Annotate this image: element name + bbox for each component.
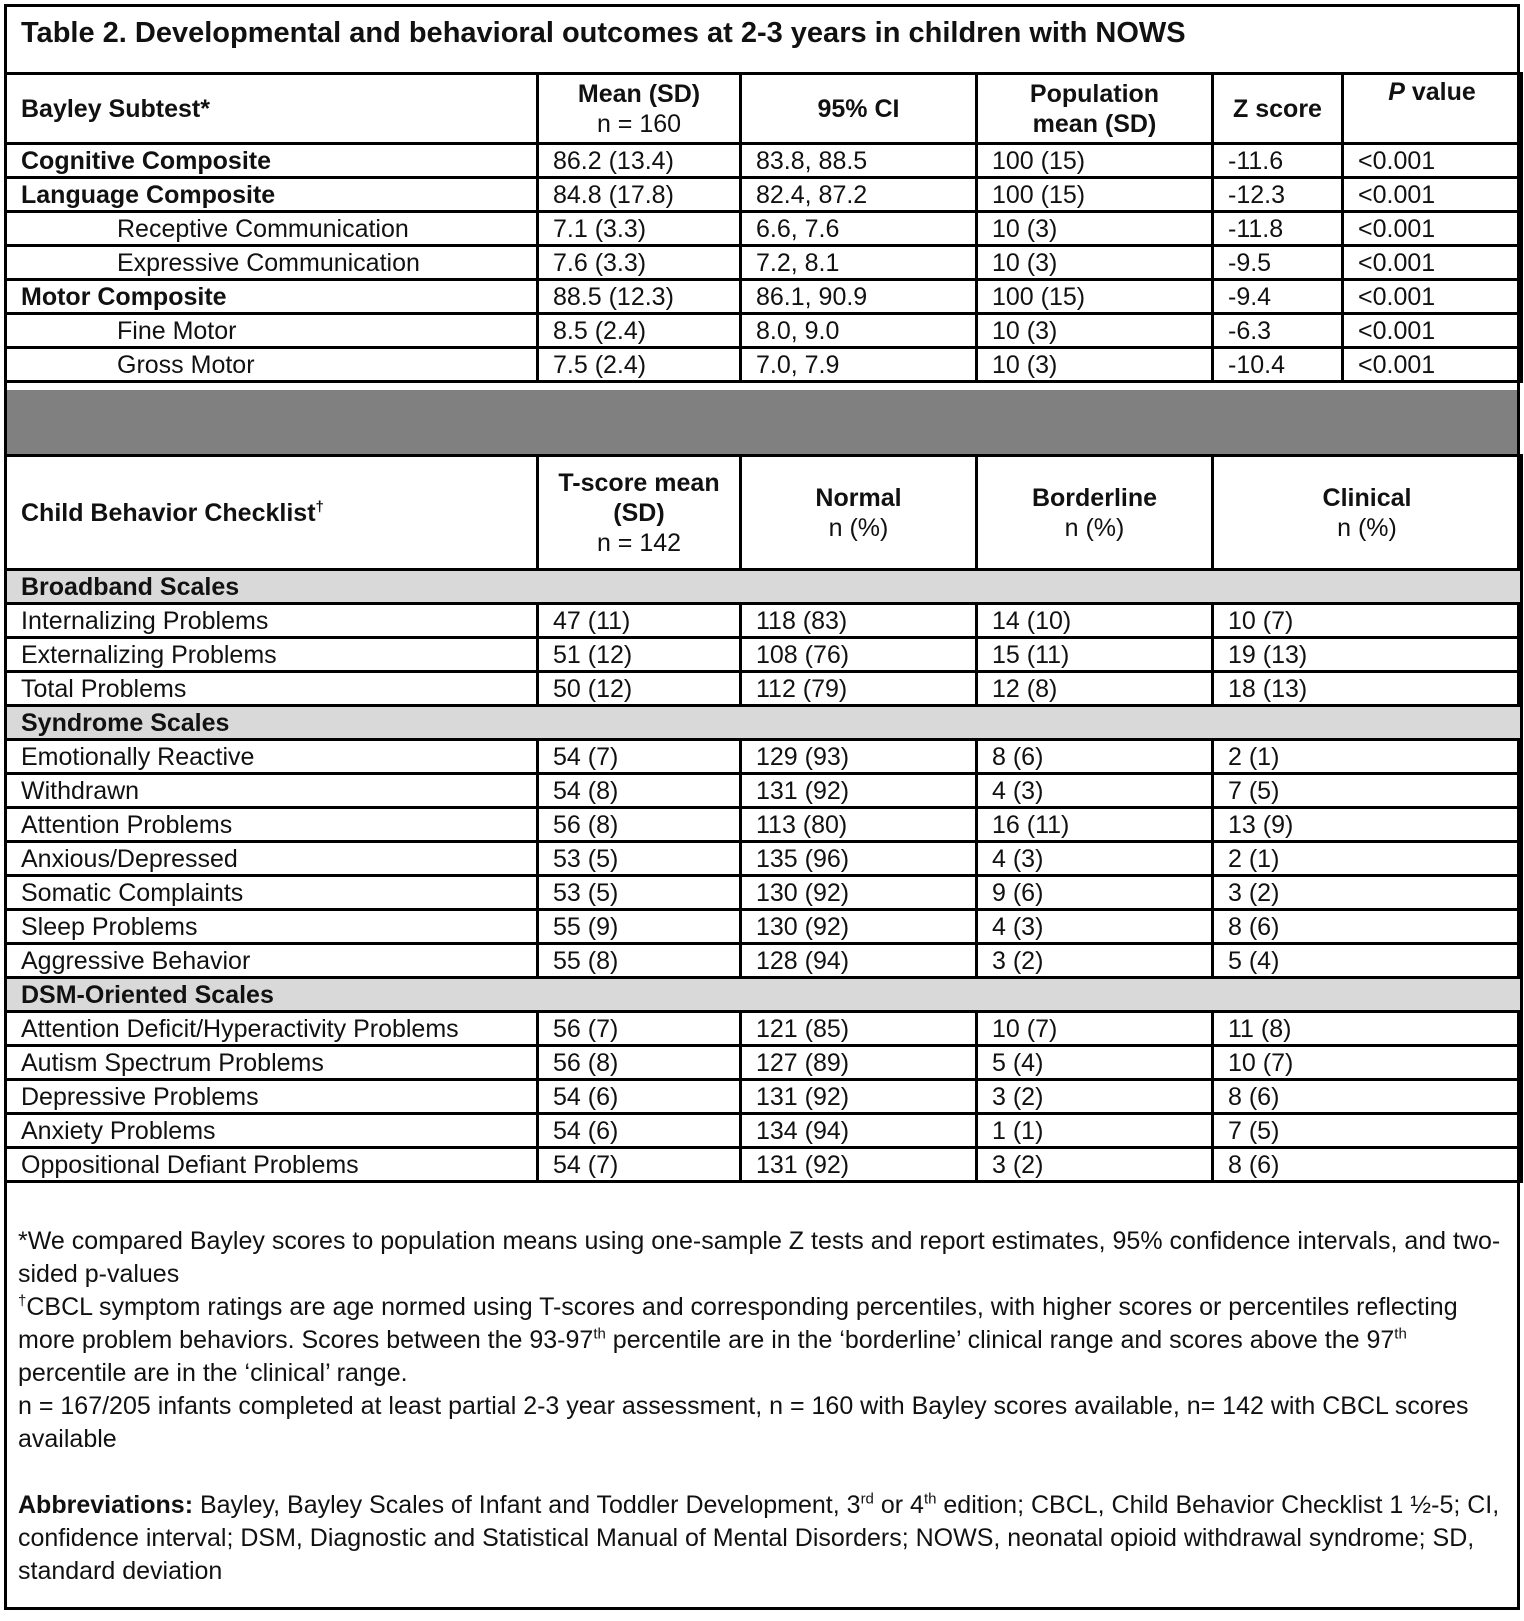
ordinal-suffix: th: [923, 1490, 937, 1508]
clinical-cell: 10 (7): [1213, 604, 1522, 638]
clinical-header: [1213, 456, 1522, 570]
normal-cell: 113 (80): [741, 808, 977, 842]
borderline-cell: 3 (2): [977, 944, 1213, 978]
p-value-cell: <0.001: [1343, 144, 1522, 178]
abbreviations-text-b: or 4: [873, 1491, 924, 1519]
z-score-cell: -9.4: [1213, 280, 1343, 314]
normal-cell: 130 (92): [741, 910, 977, 944]
abbreviations-text-a: Bayley, Bayley Scales of Infant and Toddler Development, 3: [193, 1491, 861, 1519]
clinical-cell: 11 (8): [1213, 1012, 1522, 1046]
abbreviations-footnote: [18, 1489, 1508, 1588]
row-label: Fine Motor: [6, 314, 538, 348]
normal-cell: 128 (94): [741, 944, 977, 978]
tscore-cell: 51 (12): [538, 638, 741, 672]
clinical-cell: 8 (6): [1213, 1148, 1522, 1182]
table-row: [6, 944, 1522, 978]
bayley-header-row: [6, 74, 1522, 144]
row-label: Language Composite: [6, 178, 538, 212]
population-mean-cell: 10 (3): [977, 246, 1213, 280]
table-row: [6, 178, 1522, 212]
clinical-cell: 2 (1): [1213, 842, 1522, 876]
z-score-cell: -11.6: [1213, 144, 1343, 178]
bayley-footnote: *We compared Bayley scores to population means using one-sample Z tests and report estimates, 95% confidence intervals, and two-sided p-values: [18, 1227, 1501, 1288]
bayley-subtest-header: Bayley Subtest*: [6, 74, 538, 144]
table-row: [6, 876, 1522, 910]
z-score-cell: -6.3: [1213, 314, 1343, 348]
mean-cell: 7.6 (3.3): [538, 246, 741, 280]
footnote-dagger: †: [18, 1292, 27, 1310]
borderline-header-label: Borderline: [1031, 483, 1158, 512]
table-row: [6, 774, 1522, 808]
tscore-cell: 55 (9): [538, 910, 741, 944]
tscore-header-line1: T-score mean: [558, 468, 720, 497]
section-title: Syndrome Scales: [6, 706, 1522, 740]
clinical-cell: 13 (9): [1213, 808, 1522, 842]
table-row: [6, 604, 1522, 638]
population-header-line2: mean (SD): [1032, 109, 1157, 138]
tscore-cell: 54 (8): [538, 774, 741, 808]
population-mean-cell: 10 (3): [977, 348, 1213, 382]
table-row: [6, 842, 1522, 876]
section-header-row: [6, 570, 1522, 604]
ci-cell: 7.2, 8.1: [741, 246, 977, 280]
row-label: Attention Deficit/Hyperactivity Problems: [6, 1012, 538, 1046]
population-mean-cell: 10 (3): [977, 212, 1213, 246]
row-label: Gross Motor: [6, 348, 538, 382]
table-title: Table 2. Developmental and behavioral outcomes at 2-3 years in children with NOWS: [4, 4, 1520, 75]
clinical-cell: 5 (4): [1213, 944, 1522, 978]
borderline-cell: 16 (11): [977, 808, 1213, 842]
tscore-cell: 53 (5): [538, 842, 741, 876]
ci-cell: 7.0, 7.9: [741, 348, 977, 382]
table-row: [6, 672, 1522, 706]
tscore-cell: 54 (6): [538, 1114, 741, 1148]
population-mean-cell: 10 (3): [977, 314, 1213, 348]
row-label: Attention Problems: [6, 808, 538, 842]
population-mean-cell: 100 (15): [977, 144, 1213, 178]
ci-header: 95% CI: [741, 74, 977, 144]
mean-cell: 88.5 (12.3): [538, 280, 741, 314]
abbreviations-text-c: edition; CBCL, Child Behavior Checklist 1 ½-5; CI, confidence interval; DSM, Diagnostic and Statistical Manual of Mental Disorders; NOWS, neonatal opioid withdrawal syndrome; SD, standard deviation: [18, 1491, 1500, 1585]
z-score-cell: -11.8: [1213, 212, 1343, 246]
table-row: [6, 348, 1522, 382]
clinical-cell: 10 (7): [1213, 1046, 1522, 1080]
normal-header-label: Normal: [815, 483, 902, 512]
clinical-cell: 2 (1): [1213, 740, 1522, 774]
borderline-cell: 9 (6): [977, 876, 1213, 910]
row-label: Motor Composite: [6, 280, 538, 314]
normal-cell: 127 (89): [741, 1046, 977, 1080]
abbreviations-label: Abbreviations:: [18, 1491, 194, 1519]
row-label: Expressive Communication: [6, 246, 538, 280]
row-label: Externalizing Problems: [6, 638, 538, 672]
cbcl-footnote-text-b: percentile are in the ‘borderline’ clinical range and scores above the 97: [605, 1326, 1395, 1354]
tscore-cell: 55 (8): [538, 944, 741, 978]
z-score-cell: -12.3: [1213, 178, 1343, 212]
borderline-cell: 10 (7): [977, 1012, 1213, 1046]
z-score-cell: -10.4: [1213, 348, 1343, 382]
borderline-cell: 3 (2): [977, 1080, 1213, 1114]
borderline-cell: 15 (11): [977, 638, 1213, 672]
dagger-mark: †: [315, 498, 324, 516]
clinical-header-label: Clinical: [1322, 483, 1412, 512]
population-header-line1: Population: [1029, 79, 1160, 108]
tscore-cell: 54 (7): [538, 1148, 741, 1182]
clinical-cell: 18 (13): [1213, 672, 1522, 706]
table-footnotes: [18, 1225, 1508, 1588]
mean-cell: 84.8 (17.8): [538, 178, 741, 212]
section-title: DSM-Oriented Scales: [6, 978, 1522, 1012]
borderline-cell: 14 (10): [977, 604, 1213, 638]
clinical-cell: 7 (5): [1213, 774, 1522, 808]
section-header-row: [6, 706, 1522, 740]
tscore-cell: 53 (5): [538, 876, 741, 910]
p-value-header: [1343, 74, 1522, 144]
table-row: [6, 910, 1522, 944]
row-label: Anxiety Problems: [6, 1114, 538, 1148]
borderline-cell: 5 (4): [977, 1046, 1213, 1080]
normal-cell: 112 (79): [741, 672, 977, 706]
tscore-header-line2: (SD): [613, 498, 665, 527]
row-label: Oppositional Defiant Problems: [6, 1148, 538, 1182]
mean-header-line2: n = 160: [596, 109, 682, 138]
row-label: Anxious/Depressed: [6, 842, 538, 876]
normal-cell: 130 (92): [741, 876, 977, 910]
section-divider-bar: [4, 390, 1520, 455]
ci-cell: 83.8, 88.5: [741, 144, 977, 178]
borderline-cell: 8 (6): [977, 740, 1213, 774]
cbcl-footnote: [18, 1291, 1508, 1390]
normal-cell: 129 (93): [741, 740, 977, 774]
row-label: Emotionally Reactive: [6, 740, 538, 774]
sample-size-footnote: n = 167/205 infants completed at least partial 2-3 year assessment, n = 160 with Bayley scores available, n= 142 with CBCL scores available: [18, 1392, 1469, 1453]
bayley-table: [4, 72, 1523, 383]
normal-cell: 131 (92): [741, 1148, 977, 1182]
normal-cell: 108 (76): [741, 638, 977, 672]
row-label: Aggressive Behavior: [6, 944, 538, 978]
tscore-cell: 56 (8): [538, 1046, 741, 1080]
table-row: [6, 740, 1522, 774]
normal-cell: 135 (96): [741, 842, 977, 876]
cbcl-footnote-text-c: percentile are in the ‘clinical’ range.: [18, 1359, 408, 1387]
row-label: Somatic Complaints: [6, 876, 538, 910]
clinical-cell: 8 (6): [1213, 910, 1522, 944]
borderline-cell: 4 (3): [977, 842, 1213, 876]
section-header-row: [6, 978, 1522, 1012]
tscore-cell: 54 (7): [538, 740, 741, 774]
p-value-cell: <0.001: [1343, 348, 1522, 382]
ci-cell: 6.6, 7.6: [741, 212, 977, 246]
p-value-cell: <0.001: [1343, 178, 1522, 212]
mean-cell: 7.1 (3.3): [538, 212, 741, 246]
normal-cell: 121 (85): [741, 1012, 977, 1046]
normal-cell: 131 (92): [741, 774, 977, 808]
row-label: Internalizing Problems: [6, 604, 538, 638]
cbcl-footnote-text-a: CBCL symptom ratings are age normed using T-scores and corresponding percentiles, with higher scores or percentiles reflecting more problem behaviors. Scores between the 93-97: [18, 1293, 1458, 1354]
normal-header-unit: n (%): [828, 513, 889, 542]
z-score-cell: -9.5: [1213, 246, 1343, 280]
borderline-cell: 1 (1): [977, 1114, 1213, 1148]
section-title: Broadband Scales: [6, 570, 1522, 604]
p-value-cell: <0.001: [1343, 280, 1522, 314]
borderline-header-unit: n (%): [1064, 513, 1125, 542]
tscore-header: [538, 456, 741, 570]
p-value-rest: value: [1404, 78, 1476, 106]
p-value-cell: <0.001: [1343, 212, 1522, 246]
table-row: [6, 280, 1522, 314]
tscore-cell: 56 (8): [538, 808, 741, 842]
p-value-cell: <0.001: [1343, 246, 1522, 280]
table-row: [6, 1012, 1522, 1046]
ci-cell: 8.0, 9.0: [741, 314, 977, 348]
ordinal-suffix: th: [593, 1325, 606, 1343]
cbcl-checklist-header: [6, 456, 538, 570]
clinical-cell: 3 (2): [1213, 876, 1522, 910]
ordinal-suffix: th: [1394, 1325, 1407, 1343]
row-label: Depressive Problems: [6, 1080, 538, 1114]
ci-cell: 86.1, 90.9: [741, 280, 977, 314]
mean-header: [538, 74, 741, 144]
clinical-cell: 19 (13): [1213, 638, 1522, 672]
p-italic: P: [1388, 78, 1405, 106]
cbcl-table: [4, 454, 1523, 1183]
normal-cell: 134 (94): [741, 1114, 977, 1148]
table-row: [6, 638, 1522, 672]
clinical-cell: 7 (5): [1213, 1114, 1522, 1148]
row-label: Autism Spectrum Problems: [6, 1046, 538, 1080]
cbcl-header-row: [6, 456, 1522, 570]
clinical-header-unit: n (%): [1337, 513, 1397, 542]
tscore-cell: 56 (7): [538, 1012, 741, 1046]
row-label: Sleep Problems: [6, 910, 538, 944]
mean-cell: 7.5 (2.4): [538, 348, 741, 382]
ordinal-suffix: rd: [860, 1490, 874, 1508]
table-row: [6, 1080, 1522, 1114]
row-label: Total Problems: [6, 672, 538, 706]
normal-cell: 118 (83): [741, 604, 977, 638]
table-row: [6, 246, 1522, 280]
table-row: [6, 1114, 1522, 1148]
borderline-cell: 4 (3): [977, 910, 1213, 944]
mean-cell: 8.5 (2.4): [538, 314, 741, 348]
borderline-cell: 3 (2): [977, 1148, 1213, 1182]
table-row: [6, 1046, 1522, 1080]
population-mean-cell: 100 (15): [977, 178, 1213, 212]
row-label: Cognitive Composite: [6, 144, 538, 178]
population-mean-cell: 100 (15): [977, 280, 1213, 314]
table-row: [6, 212, 1522, 246]
mean-header-line1: Mean (SD): [577, 79, 701, 108]
normal-cell: 131 (92): [741, 1080, 977, 1114]
normal-header: [741, 456, 977, 570]
tscore-cell: 54 (6): [538, 1080, 741, 1114]
table-row: [6, 144, 1522, 178]
cbcl-checklist-label: Child Behavior Checklist: [21, 498, 316, 527]
clinical-cell: 8 (6): [1213, 1080, 1522, 1114]
borderline-cell: 12 (8): [977, 672, 1213, 706]
table-row: [6, 1148, 1522, 1182]
borderline-header: [977, 456, 1213, 570]
table-row: [6, 808, 1522, 842]
borderline-cell: 4 (3): [977, 774, 1213, 808]
z-score-header: Z score: [1213, 74, 1343, 144]
tscore-header-line3: n = 142: [596, 528, 682, 557]
mean-cell: 86.2 (13.4): [538, 144, 741, 178]
p-value-cell: <0.001: [1343, 314, 1522, 348]
tscore-cell: 47 (11): [538, 604, 741, 638]
row-label: Withdrawn: [6, 774, 538, 808]
table-row: [6, 314, 1522, 348]
ci-cell: 82.4, 87.2: [741, 178, 977, 212]
row-label: Receptive Communication: [6, 212, 538, 246]
tscore-cell: 50 (12): [538, 672, 741, 706]
population-header: [977, 74, 1213, 144]
